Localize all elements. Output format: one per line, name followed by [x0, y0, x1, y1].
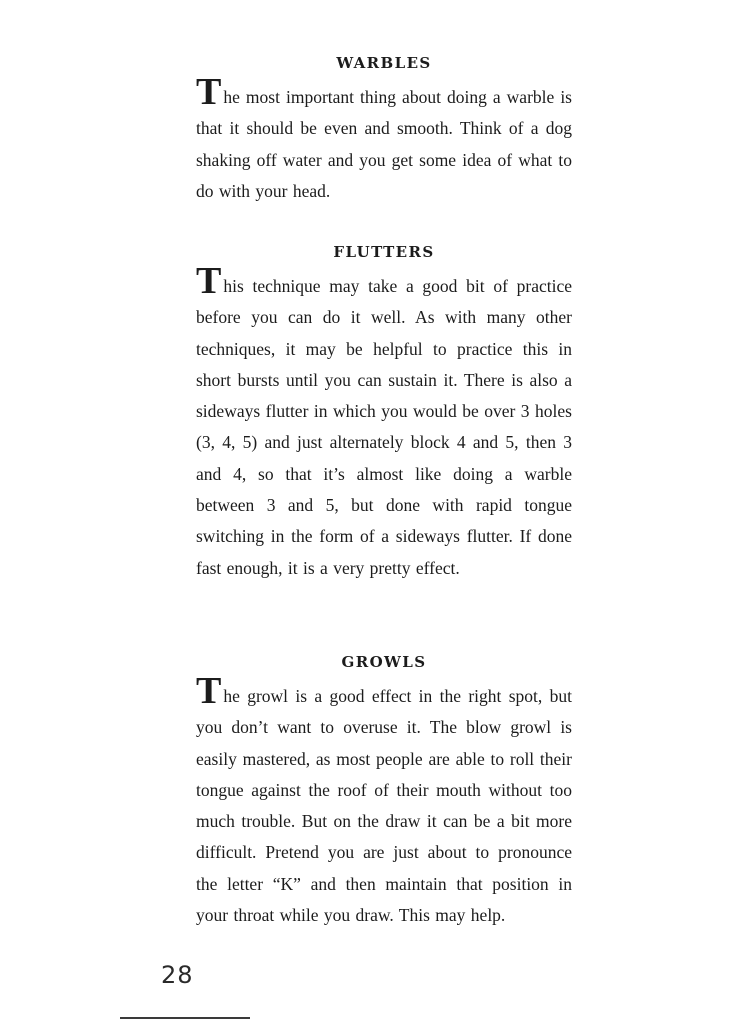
- section-heading: WARBLES: [336, 54, 432, 72]
- paragraph-text: he most important thing about doing a warble is that it should be even and smooth. Think of a dog shaking off water and you get some idea of what to do with your head.: [196, 87, 572, 201]
- section-paragraph: [196, 260, 572, 584]
- page-number: 28: [161, 961, 194, 989]
- bottom-rule: [120, 1017, 250, 1019]
- paragraph-text: his technique may take a good bit of practice before you can do it well. As with many other techniques, it may be helpful to practice this in short bursts until you can sustain it. There is also a sideways flutter in which you would be over 3 holes (3, 4, 5) and just alternately block 4 and 5, then 3 and 4, so that it’s almost like doing a warble between 3 and 5, but done with rapid tongue switching in the form of a sideways flutter. If done fast enough, it is a very pretty effect.: [196, 276, 572, 578]
- section-flutters: [196, 239, 572, 584]
- paragraph-text: he growl is a good effect in the right spot, but you don’t want to overuse it. The blow growl is easily mastered, as most people are able to roll their tongue against the roof of their mouth without too much trouble. But on the draw it can be a bit more difficult. Pretend you are just about to pronounce the letter “K” and then maintain that position in your throat while you draw. This may help.: [196, 686, 572, 926]
- section-warbles: [196, 50, 572, 207]
- drop-cap: T: [196, 71, 222, 113]
- section-paragraph: [196, 670, 572, 931]
- section-heading: GROWLS: [341, 653, 427, 671]
- section-paragraph: [196, 71, 572, 207]
- drop-cap: T: [196, 260, 222, 302]
- drop-cap: T: [196, 670, 222, 712]
- section-heading: FLUTTERS: [333, 243, 435, 261]
- section-growls: [196, 649, 572, 931]
